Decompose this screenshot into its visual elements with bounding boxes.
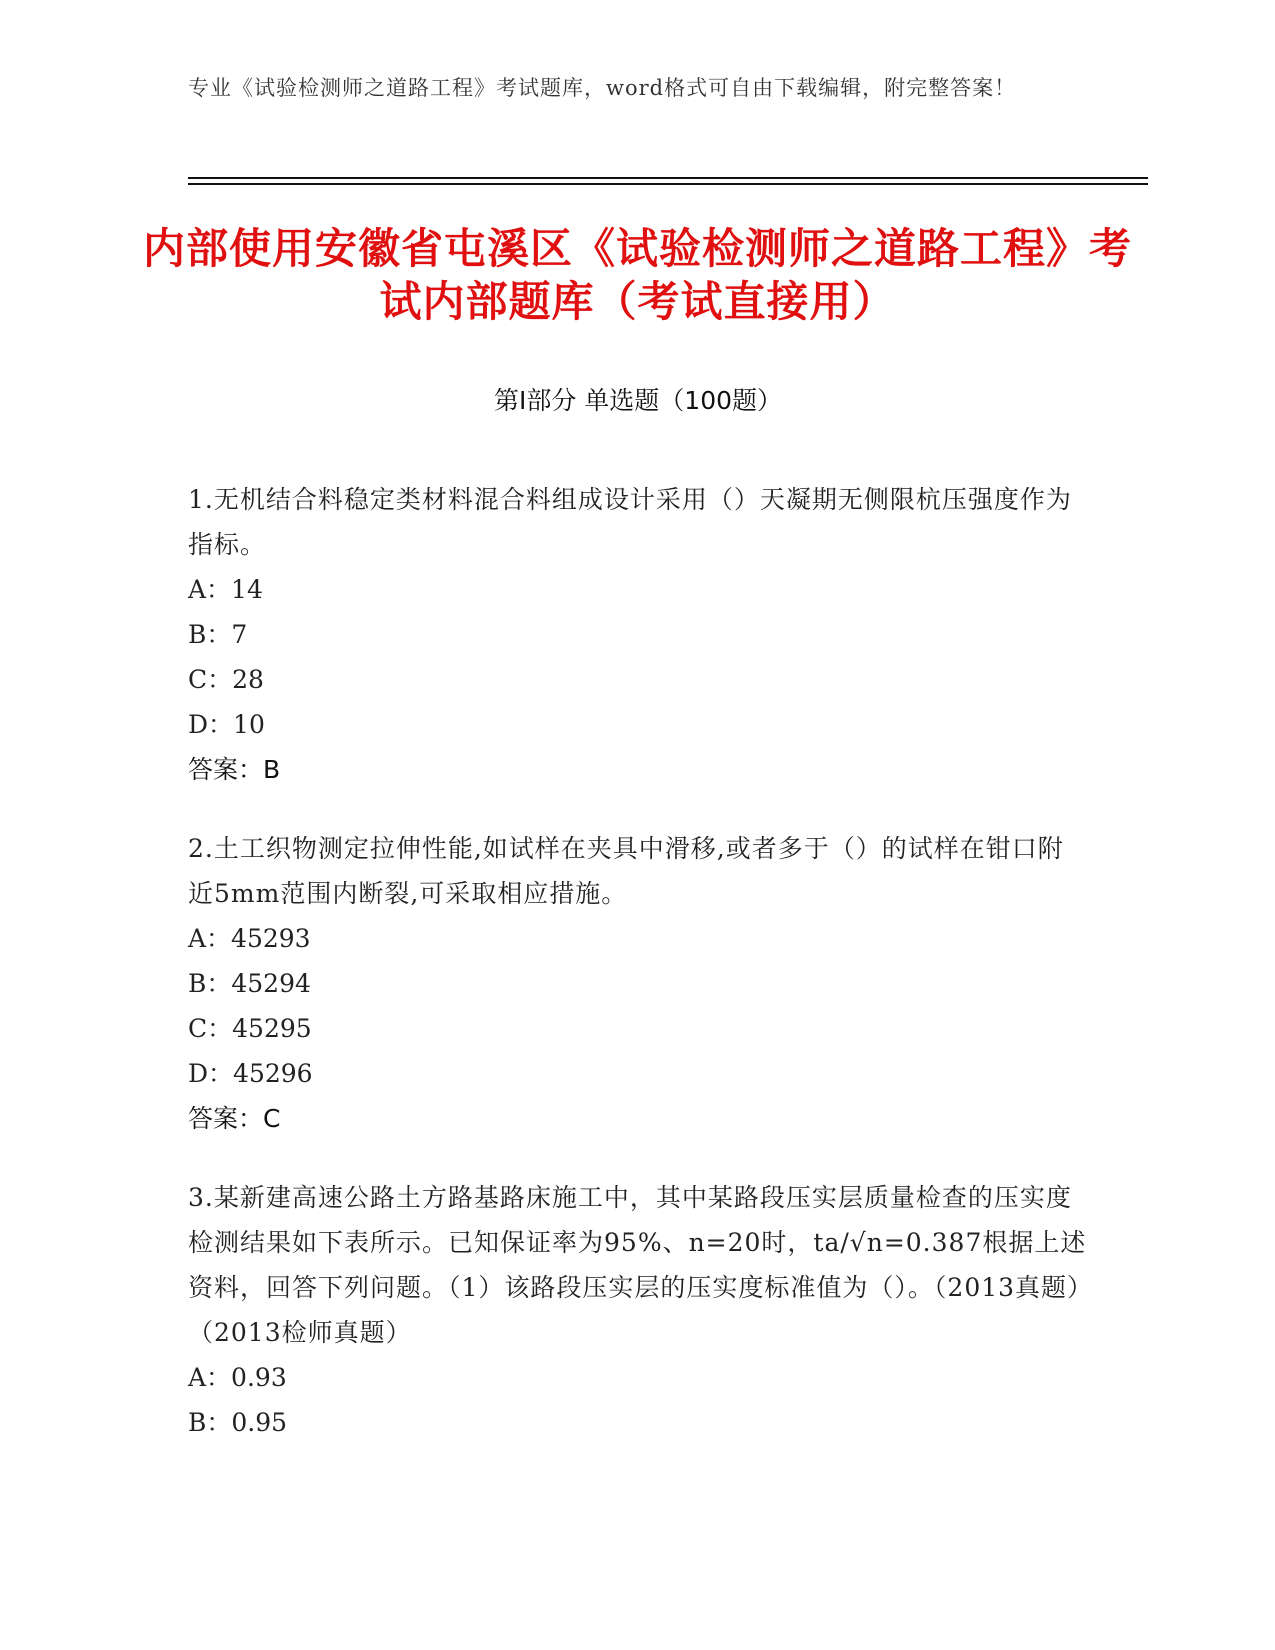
question-stem: 2.土工织物测定拉伸性能,如试样在夹具中滑移,或者多于（）的试样在钳口附近5mm范围内断裂,可采取相应措施。 xyxy=(188,834,1064,908)
option-d: D：10 xyxy=(188,710,265,739)
question-3 xyxy=(188,1175,1088,1445)
option-c: C：28 xyxy=(188,665,264,694)
question-stem: 3.某新建高速公路土方路基路床施工中，其中某路段压实层质量检查的压实度检测结果如下表所示。已知保证率为95%、n=20时，ta/√n=0.387根据上述资料，回答下列问题。（1）该路段压实层的压实度标准值为（）。（2013真题）（2013检师真题） xyxy=(188,1183,1087,1347)
option-b: B：7 xyxy=(188,620,248,649)
option-a: A：45293 xyxy=(188,924,311,953)
question-2 xyxy=(188,826,1088,1141)
section-title: 第I部分 单选题（100题） xyxy=(493,386,783,415)
option-a: A：14 xyxy=(188,575,263,604)
option-d: D：45296 xyxy=(188,1059,313,1088)
question-stem: 1.无机结合料稳定类材料混合料组成设计采用（）天凝期无侧限杭压强度作为指标。 xyxy=(188,485,1072,559)
option-b: B：45294 xyxy=(188,969,311,998)
answer: 答案：C xyxy=(188,1104,281,1133)
header-divider-bottom xyxy=(188,183,1148,185)
option-b: B：0.95 xyxy=(188,1408,288,1437)
question-1 xyxy=(188,477,1088,792)
document-title: 内部使用安徽省屯溪区《试验检测师之道路工程》考试内部题库（考试直接用） xyxy=(142,224,1132,326)
option-c: C：45295 xyxy=(188,1014,312,1043)
header-note: 专业《试验检测师之道路工程》考试题库，word格式可自由下载编辑，附完整答案！ xyxy=(188,76,1017,100)
answer: 答案：B xyxy=(188,755,281,784)
option-a: A：0.93 xyxy=(188,1363,287,1392)
question-list xyxy=(188,477,1088,1479)
header-divider-top xyxy=(188,177,1148,179)
